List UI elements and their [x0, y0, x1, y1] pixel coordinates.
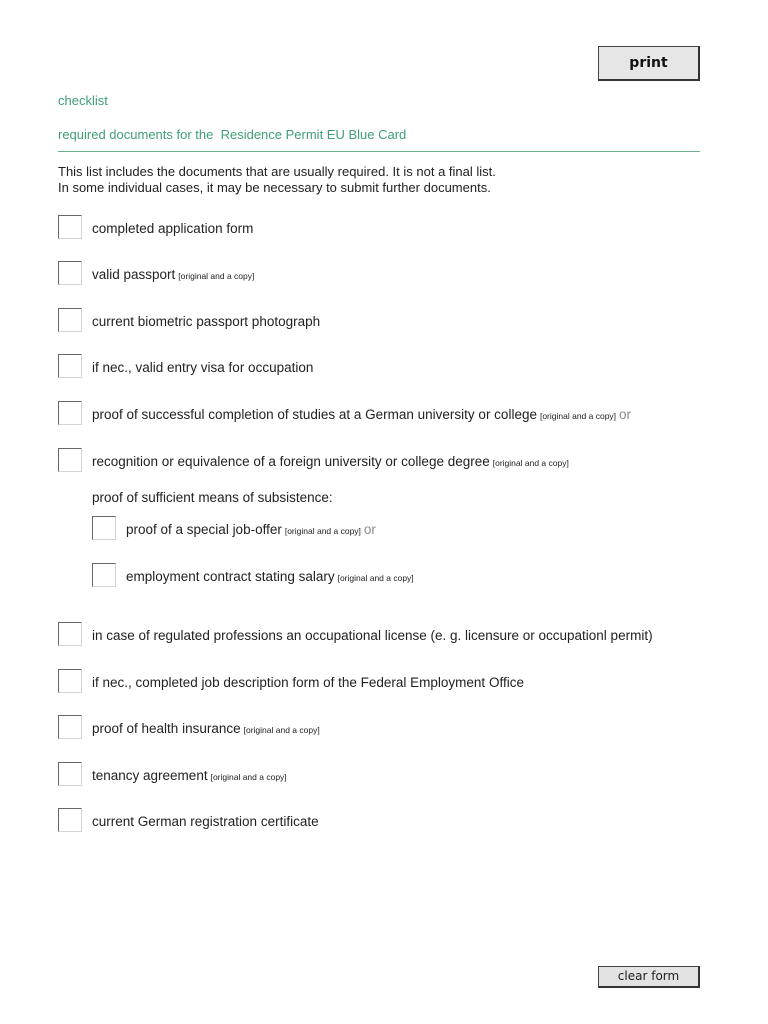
- item-label: tenancy agreement [original and a copy]: [92, 768, 287, 783]
- checkbox-employment-contract[interactable]: [92, 563, 116, 587]
- checkbox-application-form[interactable]: [58, 215, 82, 239]
- item-label: current biometric passport photograph: [92, 314, 321, 329]
- checklist-item: [58, 622, 659, 648]
- checklist-subitem: [92, 516, 376, 542]
- checklist-subitem: [92, 563, 417, 589]
- checklist-item: [58, 762, 290, 788]
- checkbox-health-insurance[interactable]: [58, 715, 82, 739]
- item-label: employment contract stating salary [original and a copy]: [126, 569, 414, 584]
- checklist-item: [58, 448, 572, 474]
- item-or: or: [619, 407, 632, 422]
- item-label: if nec., completed job description form of the Federal Employment Office: [92, 675, 524, 690]
- item-label: if nec., valid entry visa for occupation: [92, 360, 314, 375]
- checkbox-tenancy-agreement[interactable]: [58, 762, 82, 786]
- checkbox-entry-visa[interactable]: [58, 354, 82, 378]
- intro-line-1: This list includes the documents that are usually required. It is not a final list.: [58, 164, 496, 179]
- checklist-item: [58, 215, 259, 241]
- item-label: proof of a special job-offer [original and a copy] or: [126, 522, 376, 537]
- item-label: proof of health insurance [original and a copy]: [92, 721, 320, 736]
- item-note: [original and a copy]: [178, 271, 255, 281]
- subsistence-heading: proof of sufficient means of subsistence:: [92, 490, 333, 505]
- checklist-item: [58, 401, 631, 427]
- intro-text: [58, 164, 496, 196]
- clear-form-button[interactable]: clear form: [598, 966, 700, 988]
- checklist-item: [58, 715, 323, 741]
- checkbox-foreign-degree[interactable]: [58, 448, 82, 472]
- item-note: [original and a copy]: [243, 725, 320, 735]
- item-note: [original and a copy]: [539, 411, 617, 421]
- checklist-item: [58, 261, 257, 287]
- item-note: [original and a copy]: [337, 573, 414, 583]
- checkbox-occupational-license[interactable]: [58, 622, 82, 646]
- checkbox-biometric-photo[interactable]: [58, 308, 82, 332]
- title-divider: [58, 151, 700, 152]
- item-label: recognition or equivalence of a foreign university or college degree [original and a copy]: [92, 454, 569, 469]
- checkbox-job-offer[interactable]: [92, 516, 116, 540]
- item-note: [original and a copy]: [284, 526, 361, 536]
- item-label: proof of successful completion of studies at a German university or college [original and a copy] or: [92, 407, 632, 422]
- checklist-item: [58, 308, 326, 334]
- checkbox-german-studies[interactable]: [58, 401, 82, 425]
- item-label: in case of regulated professions an occupational license (e. g. licensure or occupationl permit): [92, 628, 653, 643]
- print-button[interactable]: print: [598, 46, 700, 81]
- intro-line-2: In some individual cases, it may be necessary to submit further documents.: [58, 180, 491, 195]
- checkbox-job-description[interactable]: [58, 669, 82, 693]
- item-or: or: [363, 522, 376, 537]
- checklist-item: [58, 354, 319, 380]
- item-label: valid passport [original and a copy]: [92, 267, 255, 282]
- item-note: [original and a copy]: [492, 458, 569, 468]
- item-note: [original and a copy]: [210, 772, 287, 782]
- page-title: required documents for the Residence Permit EU Blue Card: [58, 127, 407, 142]
- checklist-item: [58, 808, 325, 834]
- item-label: current German registration certificate: [92, 814, 319, 829]
- item-label: completed application form: [92, 221, 254, 236]
- checkbox-valid-passport[interactable]: [58, 261, 82, 285]
- checklist-kicker: checklist: [58, 93, 108, 108]
- checklist-item: [58, 669, 530, 695]
- checkbox-registration-certificate[interactable]: [58, 808, 82, 832]
